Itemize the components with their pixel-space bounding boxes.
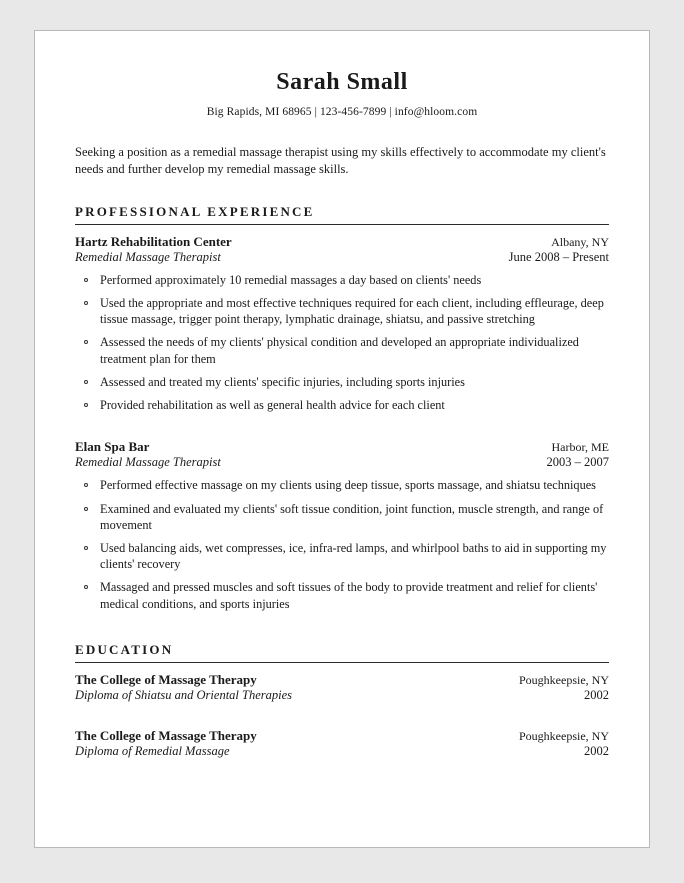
experience-entry-1-bullets — [75, 272, 609, 414]
degree-name: Diploma of Shiatsu and Oriental Therapies — [75, 687, 293, 702]
employer-location: Albany, NY — [551, 234, 609, 249]
job-dates: 2003 – 2007 — [546, 455, 609, 470]
resume-page — [34, 30, 650, 848]
list-item: Provided rehabilitation as well as general health advice for each client — [75, 397, 609, 413]
experience-entry-2 — [75, 439, 609, 612]
page-title: Sarah Small — [276, 69, 408, 95]
experience-entry-1-subheader — [75, 250, 609, 265]
school-name: The College of Massage Therapy — [75, 671, 257, 687]
degree-year: 2002 — [584, 687, 609, 702]
list-item: Performed approximately 10 remedial massages a day based on clients' needs — [75, 272, 609, 288]
employer-name: Elan Spa Bar — [75, 439, 150, 455]
education-entry-2-header — [75, 728, 609, 744]
job-title: Remedial Massage Therapist — [75, 455, 221, 470]
list-item: Examined and evaluated my clients' soft tissue condition, joint function, muscle strength, and range of movement — [75, 501, 609, 533]
section-heading-experience: PROFESSIONAL EXPERIENCE — [75, 204, 609, 225]
experience-entry-1 — [75, 234, 609, 414]
degree-year: 2002 — [584, 743, 609, 758]
list-item: Massaged and pressed muscles and soft tissues of the body to provide treatment and relief for clients' medical conditions, and sports injuries — [75, 579, 609, 611]
experience-entry-2-bullets — [75, 477, 609, 612]
job-dates: June 2008 – Present — [508, 249, 609, 264]
education-entry-1-subheader — [75, 688, 609, 703]
experience-entry-1-header — [75, 234, 609, 250]
education-entry-1 — [75, 672, 609, 703]
list-item: Used the appropriate and most effective techniques required for each client, including effleurage, deep tissue massage, trigger point therapy, lymphatic drainage, shiatsu, and passive stretching — [75, 295, 609, 327]
experience-entry-2-subheader — [75, 455, 609, 470]
school-location: Poughkeepsie, NY — [519, 728, 609, 743]
degree-name: Diploma of Remedial Massage — [75, 743, 230, 758]
list-item: Performed effective massage on my clients using deep tissue, sports massage, and shiatsu techniques — [75, 477, 609, 493]
employer-location: Harbor, ME — [551, 440, 609, 455]
school-location: Poughkeepsie, NY — [519, 672, 609, 687]
school-name: The College of Massage Therapy — [75, 727, 257, 743]
section-heading-education: EDUCATION — [75, 642, 609, 663]
resume-content — [35, 31, 649, 759]
summary-paragraph: Seeking a position as a remedial massage therapist using my skills effectively to accommodate my client's needs and further develop my remedial massage skills. — [75, 145, 606, 176]
education-entry-1-header — [75, 672, 609, 688]
employer-name: Hartz Rehabilitation Center — [75, 233, 232, 249]
list-item: Assessed the needs of my clients' physical condition and developed an appropriate individualized treatment plan for them — [75, 334, 609, 366]
experience-entry-2-header — [75, 439, 609, 455]
education-entry-2-subheader — [75, 744, 609, 759]
list-item: Assessed and treated my clients' specific injuries, including sports injuries — [75, 374, 609, 390]
job-title: Remedial Massage Therapist — [75, 249, 221, 264]
contact-line: Big Rapids, MI 68965 | 123-456-7899 | info@hloom.com — [206, 106, 478, 118]
list-item: Used balancing aids, wet compresses, ice, infra-red lamps, and whirlpool baths to aid in supporting my clients' recovery — [75, 540, 609, 572]
education-entry-2 — [75, 728, 609, 759]
